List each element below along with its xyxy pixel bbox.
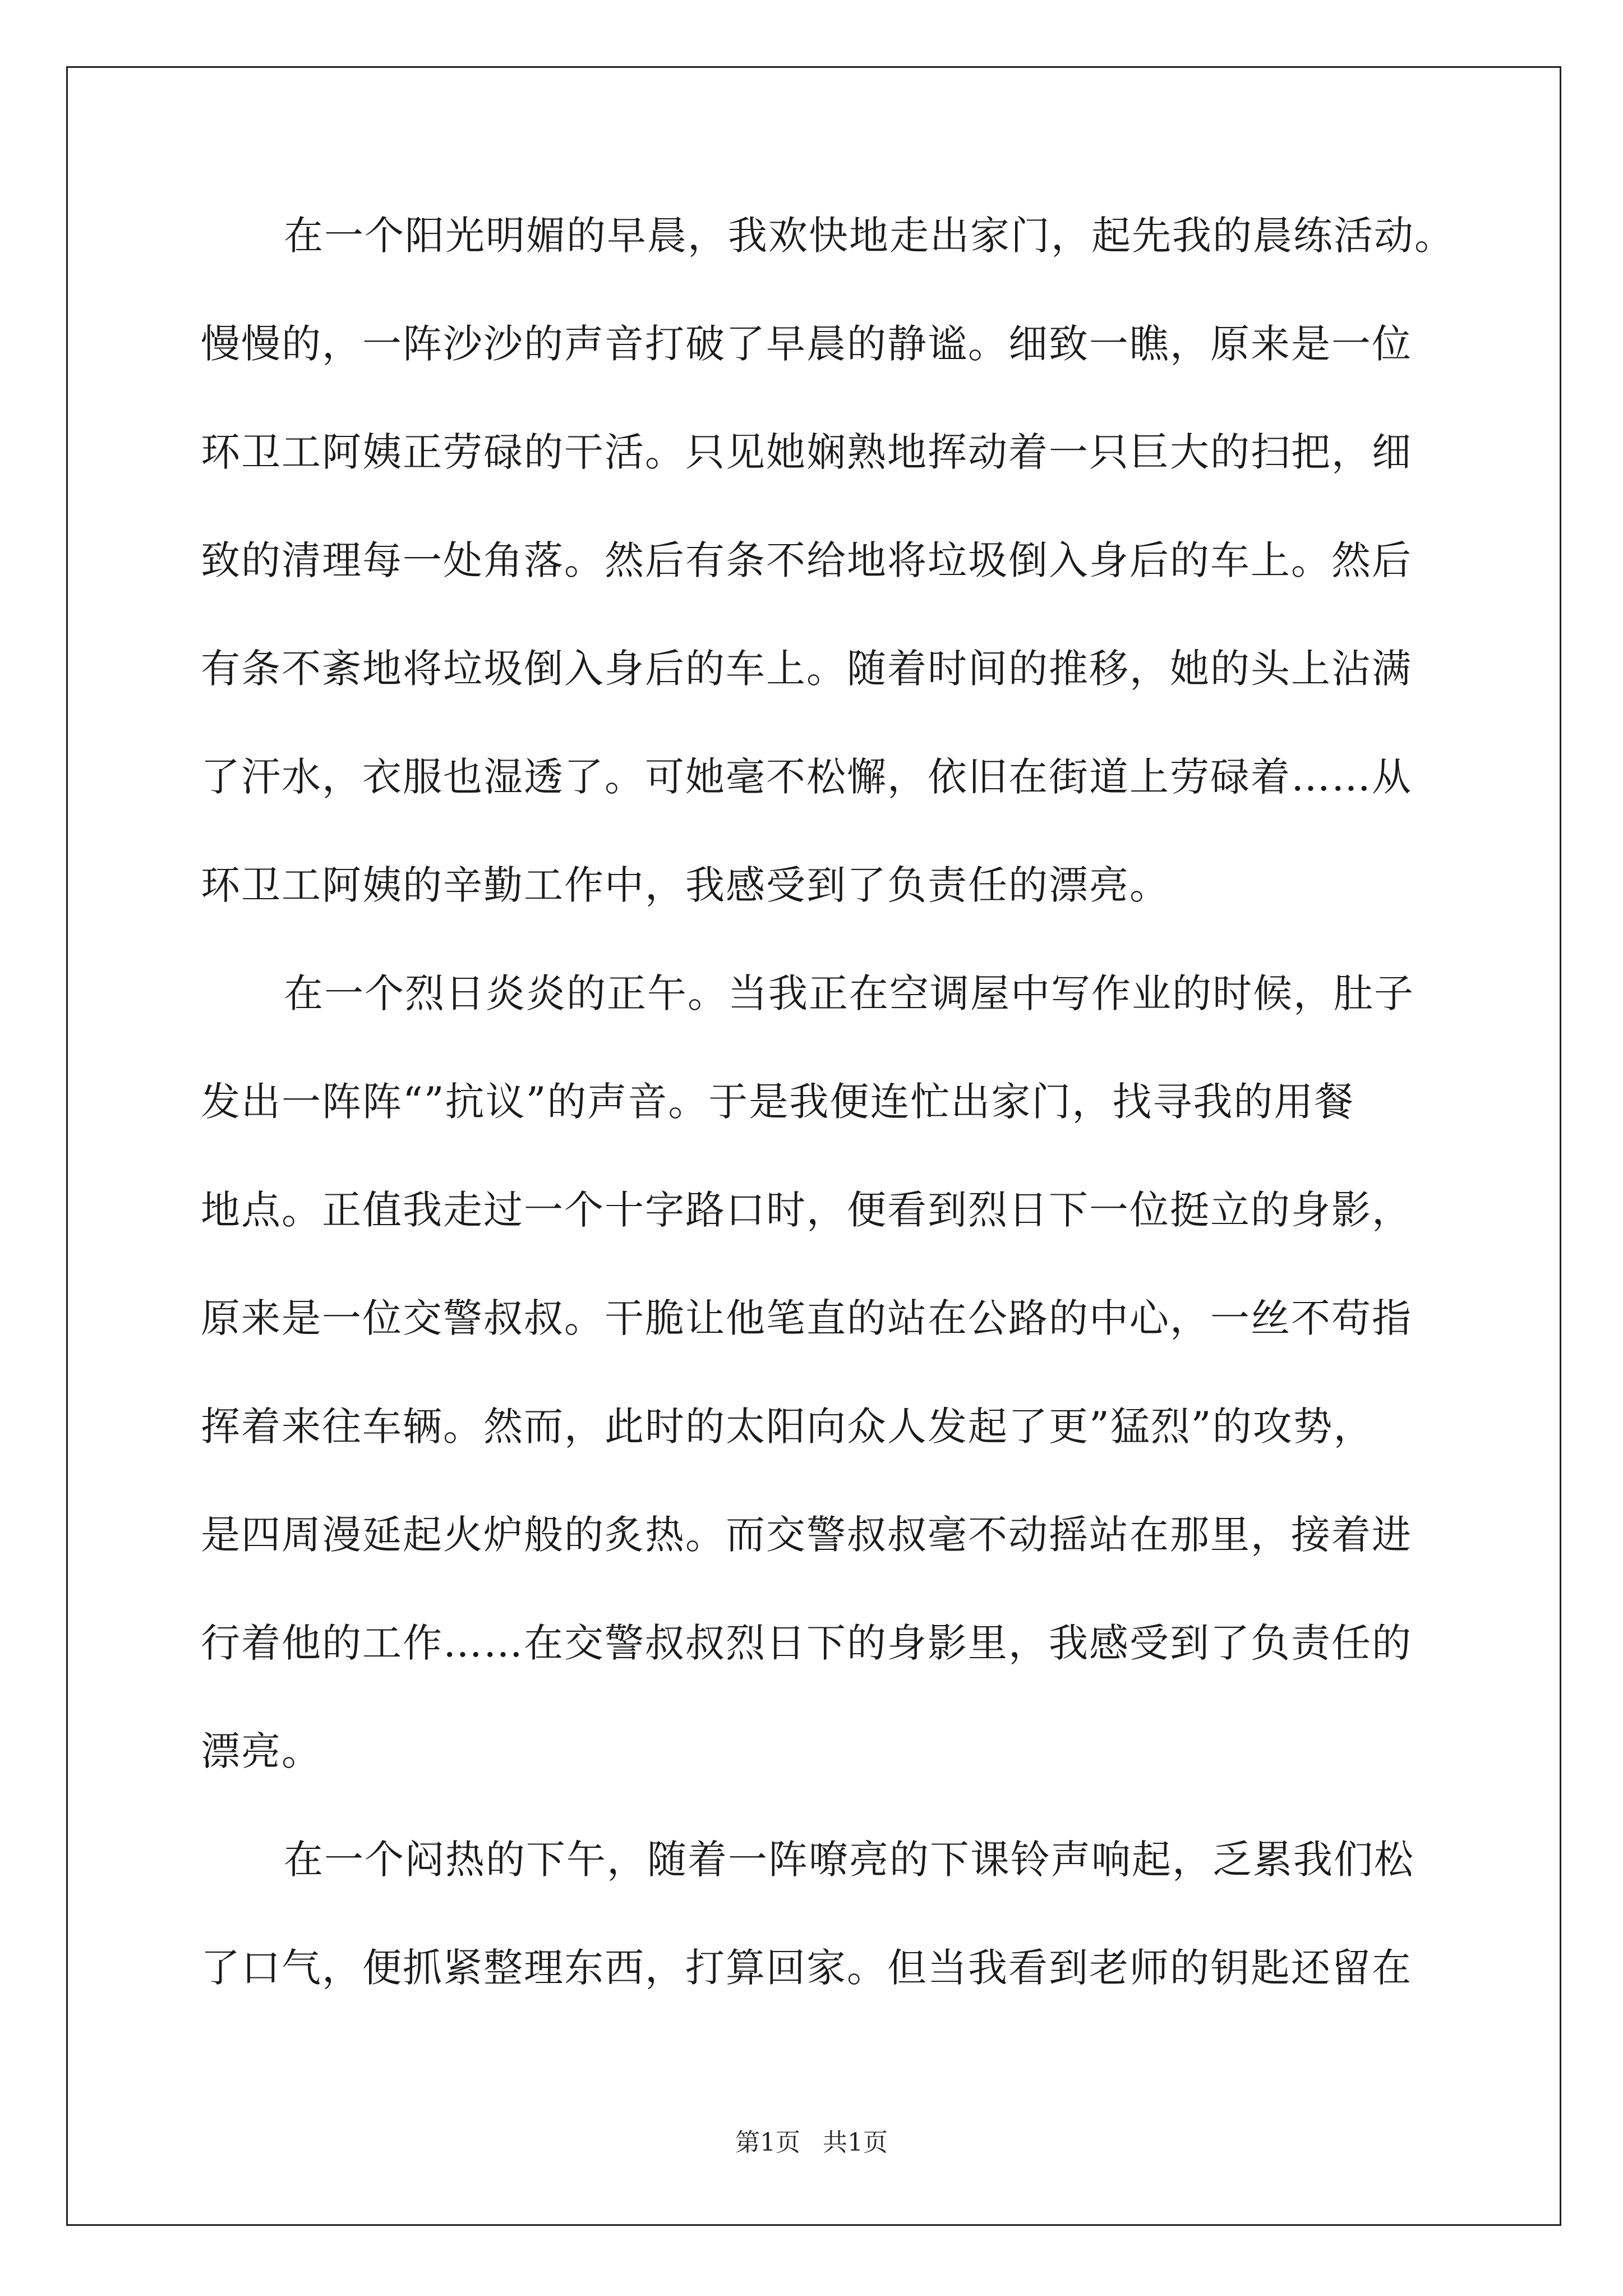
paragraph-2-line-3: 地点。正值我走过一个十字路口时，便看到烈日下一位挺立的身影，: [201, 1187, 1412, 1233]
page-number: 第1页: [735, 2128, 800, 2157]
paragraph-2-line-5: 挥着来往车辆。然而，此时的太阳向众人发起了更”猛烈”的攻势，: [201, 1404, 1374, 1450]
paragraph-1-line-3: 环卫工阿姨正劳碌的干活。只见她娴熟地挥动着一只巨大的扫把，细: [201, 429, 1412, 475]
page-footer: [0, 2126, 1623, 2160]
page-total: 共1页: [823, 2128, 888, 2157]
paragraph-3-line-1: 在一个闷热的下午，随着一阵嘹亮的下课铃声响起，乏累我们松: [284, 1837, 1414, 1883]
paragraph-1-line-1: 在一个阳光明媚的早晨，我欢快地走出家门，起先我的晨练活动。: [284, 213, 1455, 259]
paragraph-2-line-1: 在一个烈日炎炎的正午。当我正在空调屋中写作业的时候，肚子: [284, 970, 1414, 1016]
document-body: [201, 205, 1455, 2045]
paragraph-2-line-4: 原来是一位交警叔叔。干脆让他笔直的站在公路的中心，一丝不苟指: [201, 1295, 1412, 1341]
paragraph-1-line-4: 致的清理每一处角落。然后有条不给地将垃圾倒入身后的车上。然后: [201, 537, 1412, 583]
paragraph-1-line-5: 有条不紊地将垃圾倒入身后的车上。随着时间的推移，她的头上沾满: [201, 646, 1412, 692]
paragraph-1-line-7: 环卫工阿姨的辛勤工作中，我感受到了负责任的漂亮。: [201, 862, 1170, 908]
paragraph-2-line-6: 是四周漫延起火炉般的炙热。而交警叔叔毫不动摇站在那里，接着进: [201, 1512, 1412, 1558]
paragraph-3-line-2: 了口气，便抓紧整理东西，打算回家。但当我看到老师的钥匙还留在: [201, 1945, 1412, 1991]
paragraph-1-line-6: 了汗水，衣服也湿透了。可她毫不松懈，依旧在街道上劳碌着……从: [201, 754, 1412, 800]
paragraph-2-line-8: 漂亮。: [201, 1728, 322, 1774]
paragraph-2-line-2: 发出一阵阵“”抗议”的声音。于是我便连忙出家门，找寻我的用餐: [201, 1079, 1355, 1125]
paragraph-2-line-7: 行着他的工作……在交警叔叔烈日下的身影里，我感受到了负责任的: [201, 1620, 1412, 1666]
paragraph-1-line-2: 慢慢的，一阵沙沙的声音打破了早晨的静谧。细致一瞧，原来是一位: [201, 321, 1412, 367]
